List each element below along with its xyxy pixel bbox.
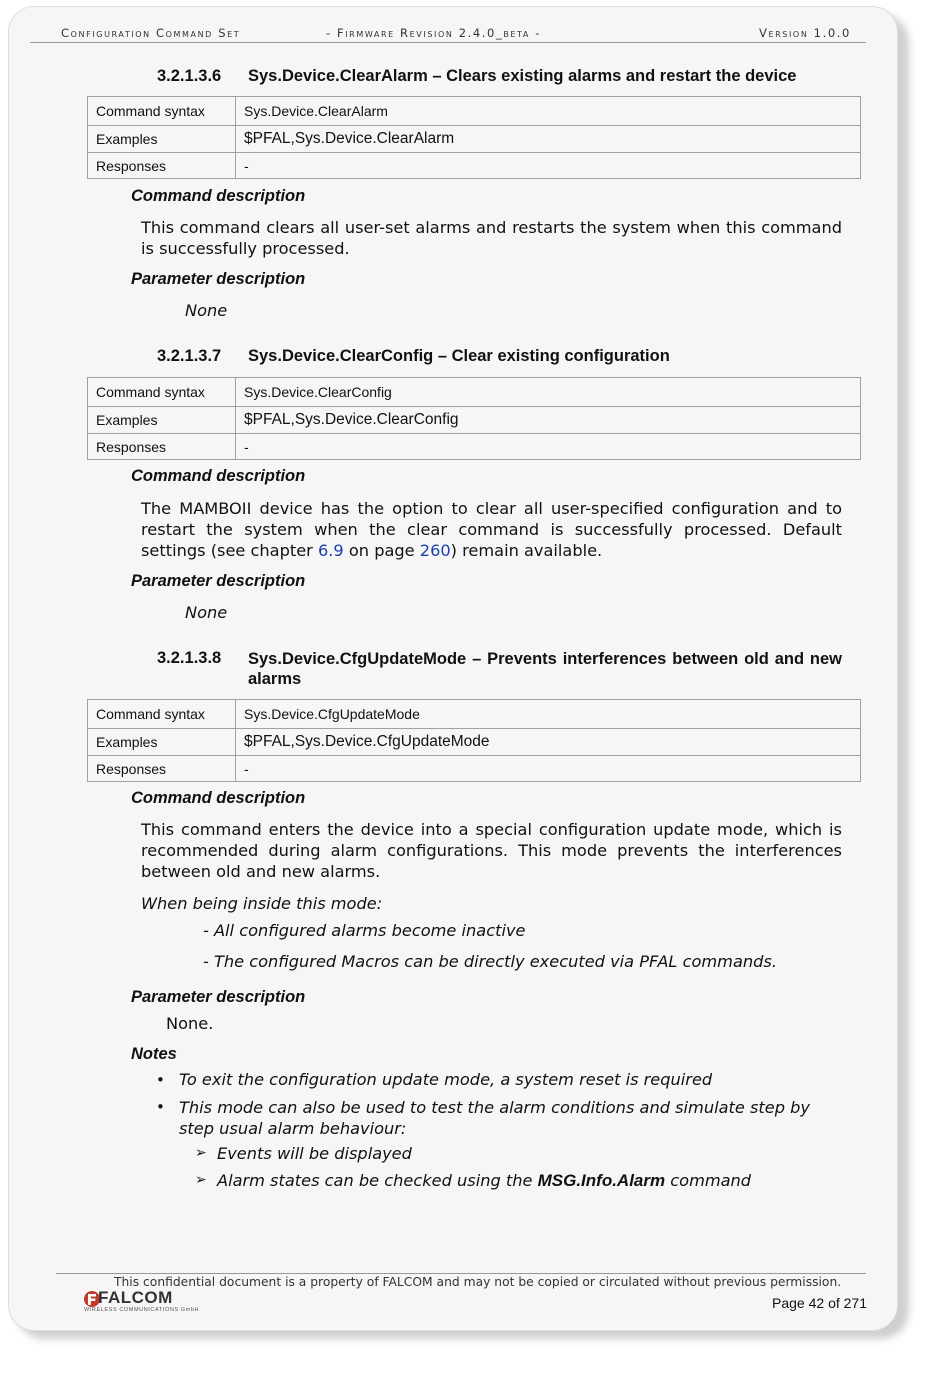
mode-intro: When being inside this mode: <box>141 894 383 913</box>
chapter-link[interactable]: 6.9 <box>317 541 344 560</box>
table-key: Command syntax <box>88 97 236 126</box>
notes-heading: Notes <box>131 1045 177 1063</box>
mode-item: - All configured alarms become inactive <box>203 921 526 940</box>
mode-item: - The configured Macros can be directly executed via PFAL commands. <box>203 952 777 971</box>
arrow-bullet-icon: ➢ <box>195 1145 207 1161</box>
table-key: Responses <box>88 434 236 460</box>
table-value: Sys.Device.ClearConfig <box>236 378 861 407</box>
table-value: - <box>236 756 861 782</box>
note-item: To exit the configuration update mode, a system reset is required <box>179 1070 713 1089</box>
parameter-value: None. <box>166 1014 214 1033</box>
section-number: 3.2.1.3.7 <box>157 347 222 365</box>
parameter-description-heading: Parameter description <box>131 572 306 590</box>
table-key: Responses <box>88 153 236 179</box>
page-link[interactable]: 260 <box>419 541 451 560</box>
header-doc-title: Configuration Command Set <box>61 26 241 40</box>
table-key: Examples <box>88 126 236 153</box>
table-key: Examples <box>88 729 236 756</box>
command-description-text: The MAMBOII device has the option to clear all user-specified configuration and to restart the system when the clear command is successfully processed. Default settings (see chapter 6.9 on page 260) remain available. <box>141 499 842 560</box>
table-key: Responses <box>88 756 236 782</box>
table-key: Examples <box>88 407 236 434</box>
table-value: Sys.Device.ClearAlarm <box>236 97 861 126</box>
command-description-heading: Command description <box>131 187 306 205</box>
section-number: 3.2.1.3.8 <box>157 649 222 667</box>
command-description-heading: Command description <box>131 789 306 807</box>
table-value: Sys.Device.CfgUpdateMode <box>236 700 861 729</box>
command-table <box>87 377 861 460</box>
table-value: $PFAL,Sys.Device.CfgUpdateMode <box>236 729 861 756</box>
parameter-value: None <box>185 603 228 622</box>
parameter-description-heading: Parameter description <box>131 988 306 1006</box>
table-key: Command syntax <box>88 700 236 729</box>
table-value: - <box>236 153 861 179</box>
table-value: - <box>236 434 861 460</box>
bullet-icon: • <box>156 1098 165 1116</box>
section-title: Sys.Device.CfgUpdateMode – Prevents interferences between old and new alarms <box>248 650 842 688</box>
table-value: $PFAL,Sys.Device.ClearAlarm <box>236 126 861 153</box>
command-description-text: This command clears all user-set alarms and restarts the system when this command is successfully processed. <box>141 218 842 258</box>
footer-rule <box>56 1273 866 1274</box>
section-title: Sys.Device.ClearAlarm – Clears existing alarms and restart the device <box>248 67 797 85</box>
header-rule <box>30 42 866 43</box>
command-table <box>87 699 861 782</box>
command-description-text: This command enters the device into a special configuration update mode, which is recommended during alarm configurations. This mode prevents the interferences between old and new alarms. <box>141 820 842 881</box>
section-number: 3.2.1.3.6 <box>157 67 222 85</box>
section-title: Sys.Device.ClearConfig – Clear existing configuration <box>248 347 670 365</box>
table-value: $PFAL,Sys.Device.ClearConfig <box>236 407 861 434</box>
page-number: Page 42 of 271 <box>772 1295 867 1311</box>
header-version: Version 1.0.0 <box>759 26 851 40</box>
sub-note-item: Alarm states can be checked using the MSG.Info.Alarm command <box>217 1171 752 1190</box>
command-table <box>87 96 861 179</box>
table-key: Command syntax <box>88 378 236 407</box>
bullet-icon: • <box>156 1071 165 1089</box>
parameter-value: None <box>185 301 228 320</box>
confidential-notice: This confidential document is a property of FALCOM and may not be copied or circulated without previous permission. <box>114 1275 842 1289</box>
header-firmware: - Firmware Revision 2.4.0_beta - <box>326 26 542 40</box>
note-item: This mode can also be used to test the alarm conditions and simulate step by step usual alarm behaviour: <box>179 1098 810 1138</box>
falcom-logo-subtitle: WIRELESS COMMUNICATIONS GmbH <box>84 1307 200 1313</box>
sub-note-item: Events will be displayed <box>217 1144 412 1163</box>
falcom-logo-text: FALCOM <box>98 1288 173 1307</box>
arrow-bullet-icon: ➢ <box>195 1172 207 1188</box>
command-description-heading: Command description <box>131 467 306 485</box>
parameter-description-heading: Parameter description <box>131 270 306 288</box>
